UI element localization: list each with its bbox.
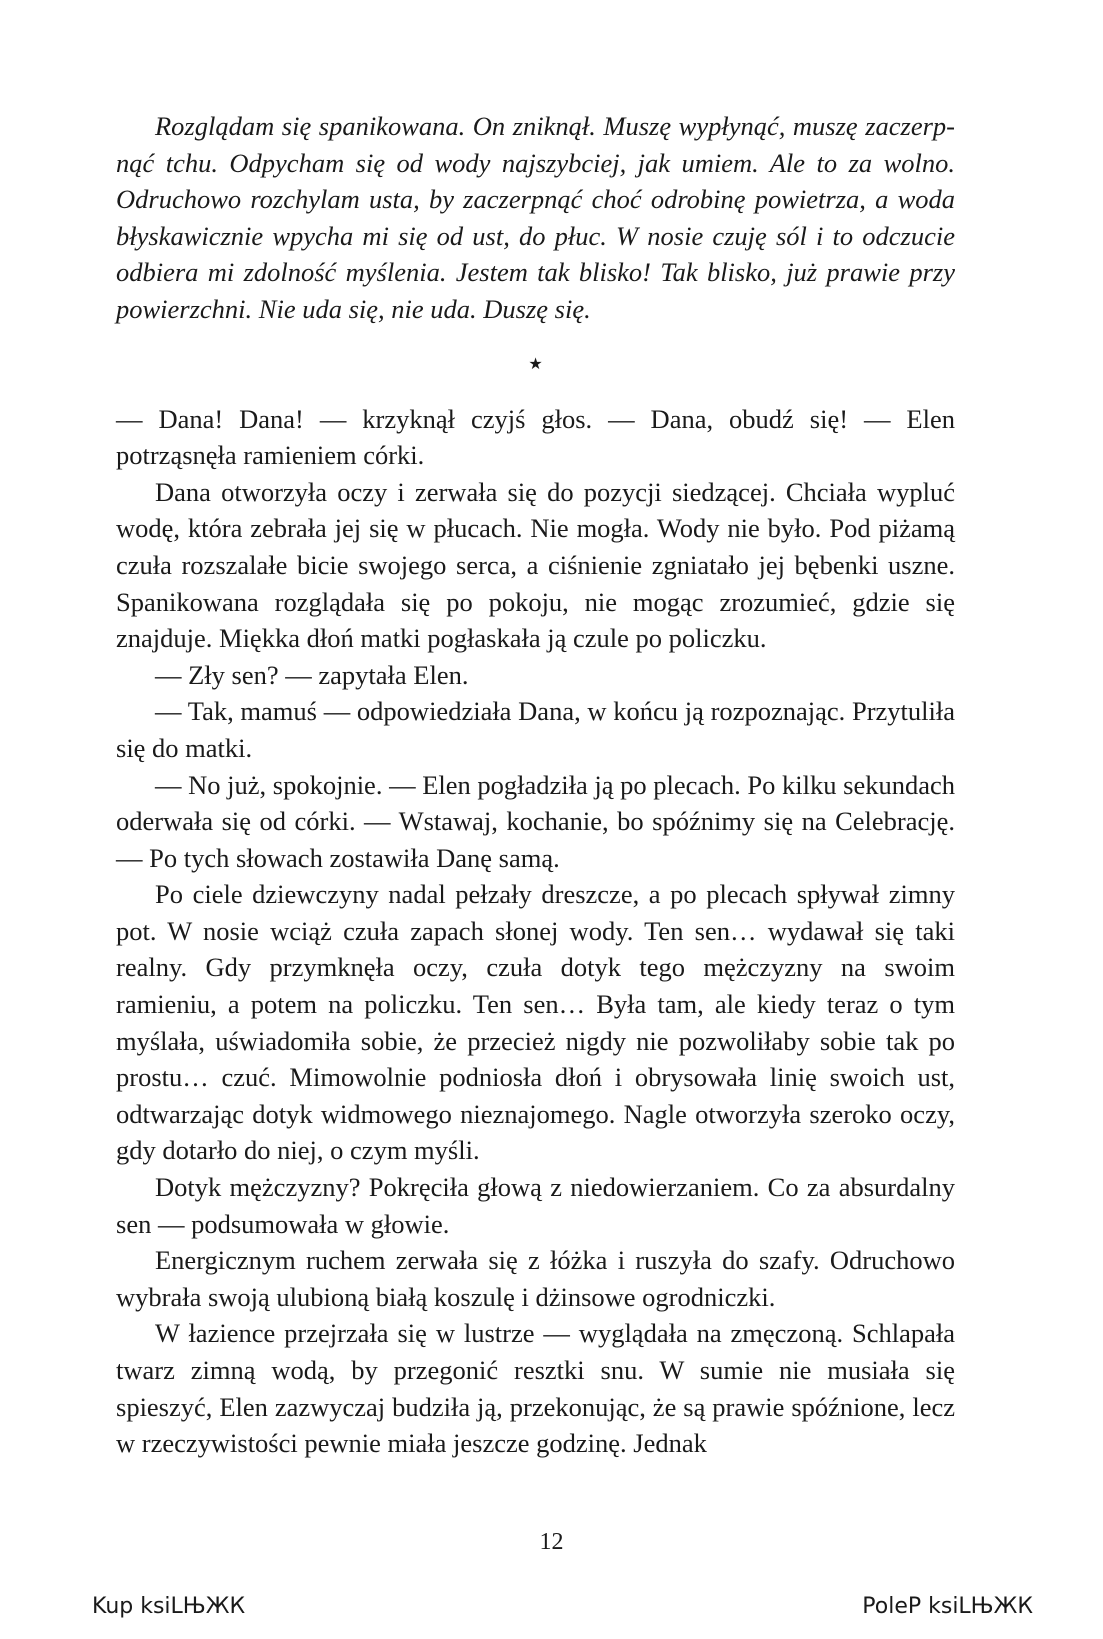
story-paragraph: — Tak, mamuś — odpowiedziała Dana, w końcu ją rozpoznając. Przytuliła się do matki. bbox=[116, 696, 955, 763]
body-text bbox=[116, 108, 955, 1462]
buy-book-link[interactable]: Kup ksiLЊЖК bbox=[92, 1594, 246, 1619]
recommend-book-link[interactable]: PoleР ksiLЊЖК bbox=[862, 1594, 1033, 1619]
story-passage bbox=[116, 401, 955, 1462]
story-paragraph: W łazience przejrzała się w lustrze — wyglądała na zmęczoną. Schlapała twarz zimną wodą, by przegonić resztki snu. W sumie nie musiała się spieszyć, Elen zazwyczaj budziła ją, przekonując, że są prawie spóźnione, lecz w rzeczywistości pewnie miała jeszcze godzinę. Jednak bbox=[116, 1318, 955, 1459]
story-paragraph: Dotyk mężczyzny? Pokręciła głową z niedowierzaniem. Co za absurdalny sen — podsumowała w głowie. bbox=[116, 1172, 955, 1239]
story-paragraph: Dana otworzyła oczy i zerwała się do pozycji siedzącej. Chciała wypluć wodę, która zebrała jej się w płucach. Nie mogła. Wody nie było. Pod piżamą czuła rozszalałe bicie swojego serca, a ciśnienie zgniatało jej bębenki uszne. Spanikowana rozglądała się po pokoju, nie mogąc zrozumieć, gdzie się znajduje. Miękka dłoń matki pogłaskała ją czule po policzku. bbox=[116, 476, 955, 654]
story-paragraph: — Dana! Dana! — krzyknął czyjś głos. — Dana, obudź się! — Elen potrząsnęła ramieniem córki. bbox=[116, 403, 955, 471]
page-number: 12 bbox=[539, 1529, 564, 1555]
story-paragraph: — No już, spokojnie. — Elen pogładziła ją po plecach. Po kilku sekundach oderwała się od córki. — Wstawaj, kochanie, bo spóźnimy się na Celebrację. — Po tych słowach zostawiła Danę samą. bbox=[116, 769, 955, 873]
story-paragraph: Energicznym ruchem zerwała się z łóżka i ruszyła do szafy. Odruchowo wybrała swoją ulubioną białą koszulę i dżinsowe ogrodniczki. bbox=[116, 1245, 955, 1312]
section-divider-star: ★ bbox=[528, 355, 543, 373]
story-paragraph: — Zły sen? — zapytała Elen. bbox=[155, 659, 469, 690]
story-paragraph: Po ciele dziewczyny nadal pełzały dreszcze, a po plecach spływał zimny pot. W nosie wciąż czuła zapach słonej wody. Ten sen… wydawał się taki realny. Gdy przymknęła oczy, czuła dotyk tego mężczyzny na swoim ramieniu, a potem na policzku. Ten sen… Była tam, ale kiedy teraz o tym myślała, uświadomiła sobie, że przecież nigdy nie pozwoliłaby sobie tak po prostu… czuć. Mimowolnie podniosła dłoń i obrysowała linię swoich ust, odtwarzając dotyk widmowego nieznajomego. Nagle otworzyła szeroko oczy, gdy dotarło do niej, o czym myśli. bbox=[116, 879, 955, 1166]
dream-passage bbox=[116, 108, 955, 328]
dream-paragraph: Rozglądam się spanikowana. On zniknął. Muszę wypłynąć, muszę zaczerpnąć tchu. Odpycham się od wody najszybciej, jak umiem. Ale to za wolno. Odruchowo rozchylam usta, by zaczerpnąć choć odrobinę powietrza, a woda błyskawicznie wpycha mi się od ust, do płuc. W nosie czuję sól i to odczucie odbiera mi zdolność myślenia. Jestem tak blisko! Tak blisko, już prawie przy powierzchni. Nie uda się, nie uda. Duszę się. bbox=[116, 111, 955, 324]
